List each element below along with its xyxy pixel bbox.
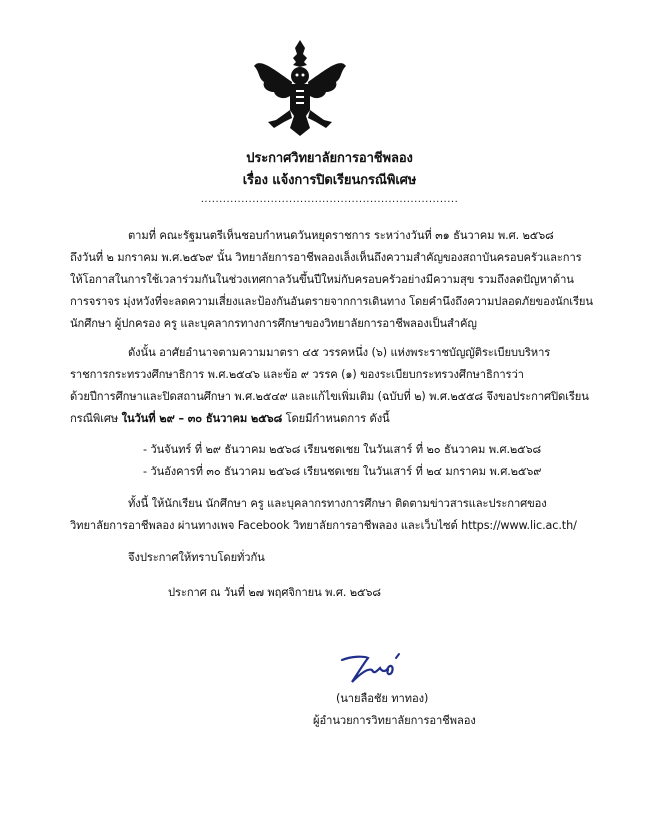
signatory-position: ผู้อำนวยการวิทยาลัยการอาชีพลอง xyxy=(313,714,476,727)
signatory-name: (นายลือชัย ทาทอง) xyxy=(336,692,429,705)
paragraph1-line: ตามที่ คณะรัฐมนตรีเห็นชอบกำหนดวันหยุดราชการ ระหว่างวันที่ ๓๑ ธันวาคม พ.ศ. ๒๕๖๘ xyxy=(128,229,554,242)
paragraph1-line: ถึงวันที่ ๒ มกราคม พ.ศ.๒๕๖๙ นั้น วิทยาลัยการอาชีพลองเล็งเห็นถึงความสำคัญของสถาบันครอบครัวและการ xyxy=(70,251,582,264)
paragraph2-line: ราชการกระทรวงศึกษาธิการ พ.ศ.๒๕๔๖ และข้อ ๙ วรรค (๑) ของระเบียบกระทรวงศึกษาธิการว่า xyxy=(70,368,524,381)
paragraph2-suffix: โดยมีกำหนดการ ดังนี้ xyxy=(282,412,390,425)
paragraph1-line: นักศึกษา ผู้ปกครอง ครู และบุคลากรทางการศึกษาของวิทยาลัยการอาชีพลองเป็นสำคัญ xyxy=(70,317,477,330)
paragraph2-line: ดังนั้น อาศัยอำนาจตามความมาตรา ๔๕ วรรคหนึ่ง (๖) แห่งพระราชบัญญัติระเบียบบริหาร xyxy=(128,346,551,359)
schedule-item: - วันอังคารที่ ๓๐ ธันวาคม ๒๕๖๘ เรียนชดเชย ในวันเสาร์ ที่ ๒๔ มกราคม พ.ศ.๒๕๖๙ xyxy=(143,465,542,478)
divider: ...................................................................... xyxy=(200,194,459,205)
paragraph2-line xyxy=(70,411,390,427)
schedule-item: - วันจันทร์ ที่ ๒๙ ธันวาคม ๒๕๖๘ เรียนชดเชย ในวันเสาร์ ที่ ๒๐ ธันวาคม พ.ศ.๒๕๖๘ xyxy=(143,443,542,456)
signature-icon xyxy=(338,652,408,688)
paragraph3-line: วิทยาลัยการอาชีพลอง ผ่านทางเพจ Facebook วิทยาลัยการอาชีพลอง และเว็บไซต์ https://www.lic.ac.th/ xyxy=(70,519,577,532)
announcement-date: ประกาศ ณ วันที่ ๒๗ พฤศจิกายน พ.ศ. ๒๕๖๘ xyxy=(168,586,381,599)
announcement-title: ประกาศวิทยาลัยการอาชีพลอง xyxy=(246,151,413,166)
announcement-subject: เรื่อง แจ้งการปิดเรียนกรณีพิเศษ xyxy=(242,173,417,188)
paragraph2-line: ด้วยปีการศึกษาและปิดสถานศึกษา พ.ศ.๒๕๔๙ และแก้ไขเพิ่มเติม (ฉบับที่ ๒) พ.ศ.๒๕๕๘ จึงขอประกาศปิดเรียน xyxy=(70,390,589,403)
closure-dates: ในวันที่ ๒๙ – ๓๐ ธันวาคม ๒๕๖๘ xyxy=(121,412,283,425)
paragraph2-prefix: กรณีพิเศษ xyxy=(70,412,122,425)
closing-text: จึงประกาศให้ทราบโดยทั่วกัน xyxy=(128,551,265,564)
paragraph1-line: การจราจร มุ่งหวังที่จะลดความเสี่ยงและป้องกันอันตรายจากการเดินทาง โดยคำนึงถึงความปลอดภัยของนักเรียน xyxy=(70,295,593,308)
garuda-emblem-icon xyxy=(252,38,348,138)
paragraph1-line: ให้โอกาสในการใช้เวลาร่วมกันในช่วงเทศกาลวันขึ้นปีใหม่กับครอบครัวอย่างมีความสุข รวมถึงลดปัญหาด้าน xyxy=(70,273,574,286)
paragraph3-line: ทั้งนี้ ให้นักเรียน นักศึกษา ครู และบุคลากรทางการศึกษา ติดตามข่าวสารและประกาศของ xyxy=(128,497,547,510)
